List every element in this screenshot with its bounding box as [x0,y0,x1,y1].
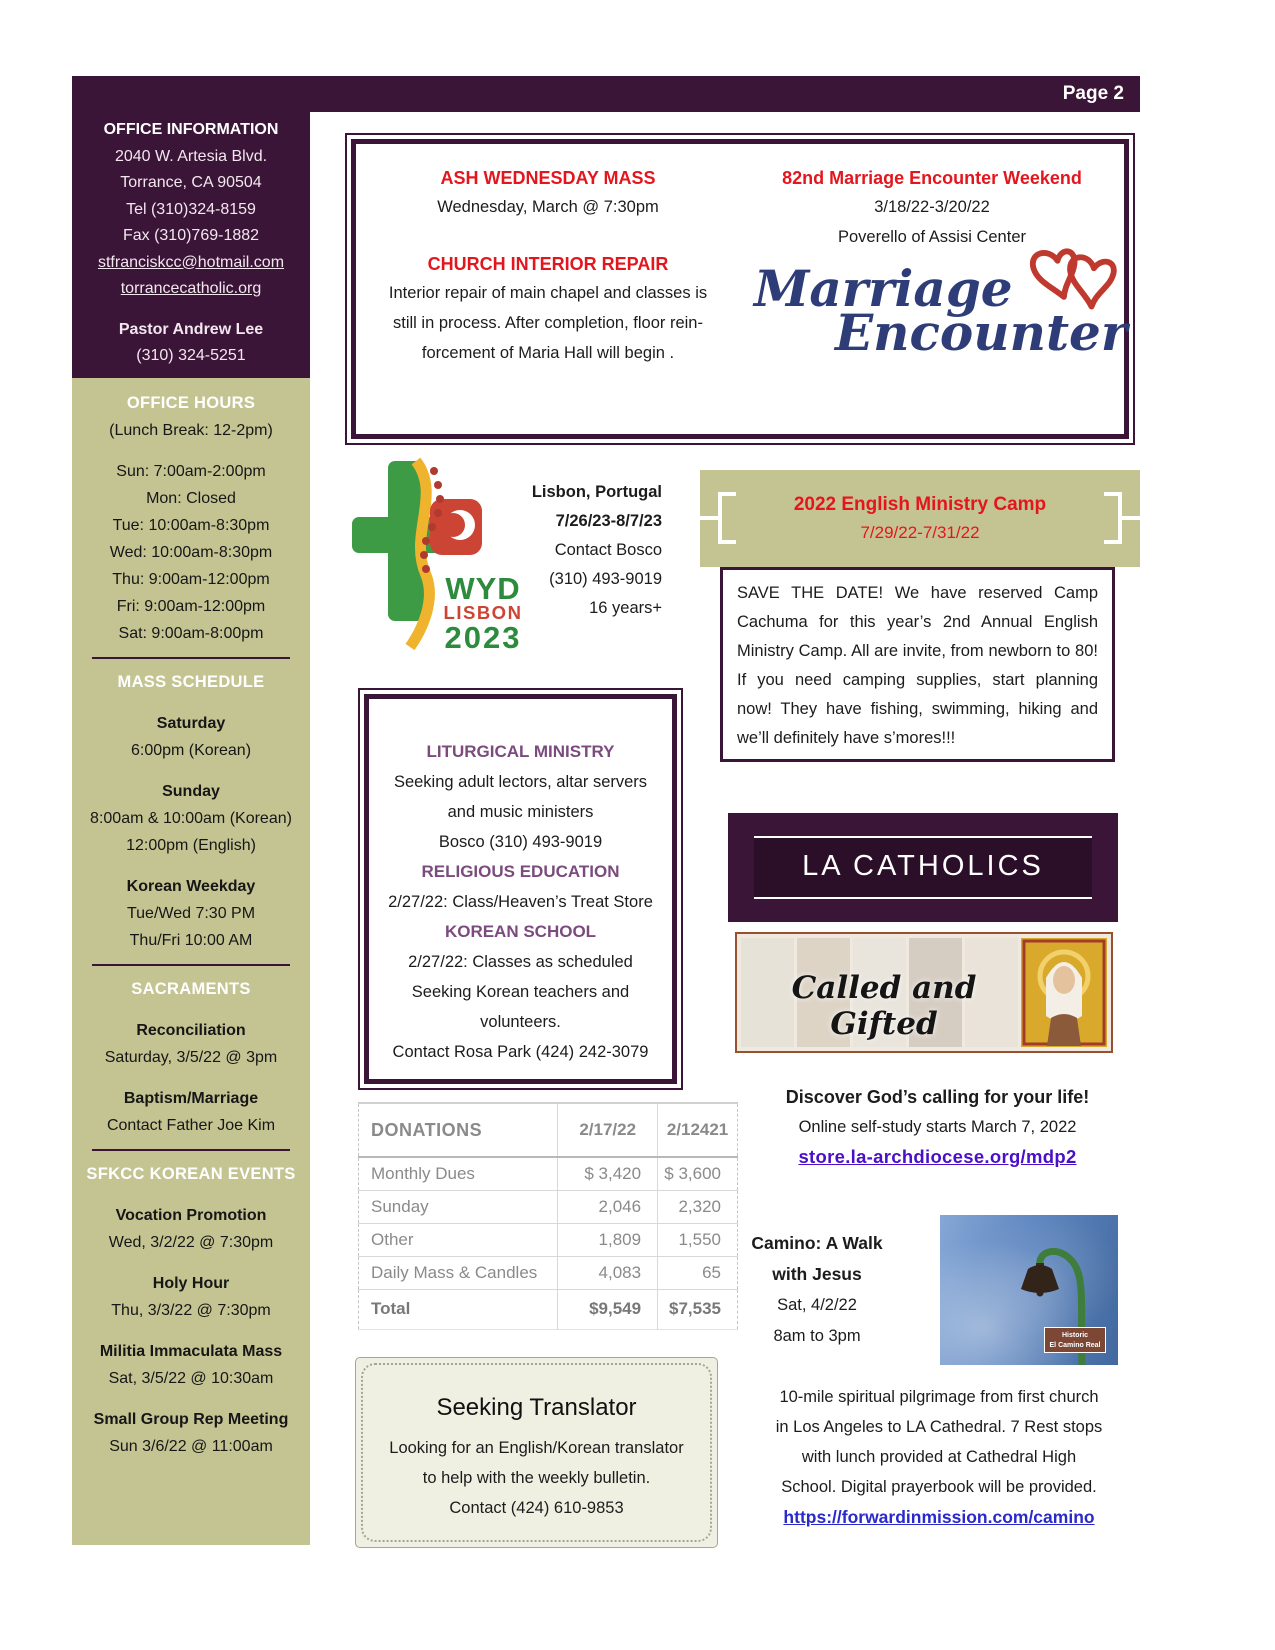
page-header-bar [72,76,1140,112]
save-the-date-text: SAVE THE DATE! We have reserved Camp Cachuma for this year’s 2nd Annual English Ministry Camp. All are invite, from newborn to 80! If you need camping supplies, start planning now! They have fishing, swimming, hiking and we’ll definitely have s’mores!!! [737,584,1098,747]
hours-fri: Fri: 9:00am-12:00pm [116,598,266,615]
table-row [359,1190,738,1223]
donations-header-col1: 2/17/22 [558,1103,658,1157]
mass-sunday-time1: 8:00am & 10:00am (Korean) [90,810,292,827]
encounter-script-text: Encounter [835,303,1128,362]
camino-link[interactable]: https://forwardinmission.com/camino [783,1507,1095,1527]
page-number: Page 2 [1062,83,1124,104]
marriage-encounter-logo [740,259,1128,362]
sign-line2: El Camino Real [1049,1342,1101,1350]
event-time: Wed, 3/2/22 @ 7:30pm [108,1234,274,1251]
announcements-left-column [356,144,740,434]
seeking-translator-box [355,1357,718,1548]
mass-saturday-time: 6:00pm (Korean) [130,742,252,759]
camino-block [742,1228,892,1352]
camino-bell-photo [940,1215,1118,1365]
sidebar-divider [92,964,290,966]
pilgrimage-line: School. Digital prayerbook will be provided. [781,1478,1097,1496]
bracket-left-icon [718,492,736,544]
translator-line: Looking for an English/Korean translator [389,1439,684,1457]
baptism-label: Baptism/Marriage [123,1090,259,1107]
wyd-contact: Contact Bosco [554,541,662,559]
bracket-right-icon [1104,492,1122,544]
office-website-link[interactable]: torrancecatholic.org [120,280,262,297]
office-hours-title: OFFICE HOURS [126,394,256,412]
ministries-contact: Contact Rosa Park (424) 242-3079 [392,1043,649,1061]
hours-thu: Thu: 9:00am-12:00pm [112,571,270,588]
korean-school-title: KOREAN SCHOOL [444,922,597,941]
table-row [359,1256,738,1289]
hours-sun: Sun: 7:00am-2:00pm [116,463,266,480]
donation-amount: $ 3,420 [558,1157,658,1190]
store-link[interactable]: store.la-archdiocese.org/mdp2 [798,1146,1077,1167]
religious-education-line: 2/27/22: Class/Heaven’s Treat Store [388,893,653,911]
donation-category: Total [359,1289,558,1329]
wyd-dates: 7/26/23-8/7/23 [555,512,662,530]
table-row [359,1223,738,1256]
saint-icon [1021,938,1107,1047]
camino-date: Sat, 4/2/22 [777,1296,857,1314]
korean-school-line: volunteers. [480,1013,561,1031]
donation-category: Daily Mass & Candles [359,1256,558,1289]
announcements-box [345,133,1135,445]
reconciliation-label: Reconciliation [136,1022,246,1039]
event-time: Sun 3/6/22 @ 11:00am [109,1438,273,1455]
religious-education-title: RELIGIOUS EDUCATION [421,862,620,881]
office-tel: Tel (310)324-8159 [126,200,256,218]
church-repair-title: CHURCH INTERIOR REPAIR [427,254,669,274]
english-camp-banner [700,470,1140,567]
translator-title: Seeking Translator [436,1394,637,1421]
english-camp-title: 2022 English Ministry Camp [793,494,1047,515]
ash-wednesday-time: Wednesday, March @ 7:30pm [437,198,659,216]
la-catholics-banner [728,813,1118,922]
sidebar [72,378,310,1545]
hours-sat: Sat: 9:00am-8:00pm [118,625,264,642]
wyd-phone: (310) 493-9019 [549,570,662,588]
save-the-date-box [720,567,1115,762]
bracket-left-stem [700,516,718,520]
announcements-right-column [740,144,1128,434]
hours-mon: Mon: Closed [146,490,236,507]
hours-wed: Wed: 10:00am-8:30pm [109,544,273,561]
donation-amount: 4,083 [558,1256,658,1289]
office-address-line2: Torrance, CA 90504 [120,174,262,191]
event-time: Thu, 3/3/22 @ 7:30pm [111,1302,271,1319]
office-info-panel [72,112,310,378]
korean-school-line: 2/27/22: Classes as scheduled [408,953,633,971]
ministries-box [358,688,683,1090]
sacraments-title: SACRAMENTS [131,980,251,998]
church-repair-line: forcement of Maria Hall will begin . [421,344,675,362]
donation-category: Sunday [359,1190,558,1223]
called-and-gifted-image [735,932,1113,1053]
reconciliation-time: Saturday, 3/5/22 @ 3pm [104,1049,278,1066]
event-label: Small Group Rep Meeting [93,1411,289,1428]
event-label: Holy Hour [152,1275,230,1292]
donation-amount: $ 3,600 [658,1157,738,1190]
donation-amount: $9,549 [558,1289,658,1329]
mass-sunday-label: Sunday [162,783,220,800]
office-address-line1: 2040 W. Artesia Blvd. [114,147,268,165]
office-email-link[interactable]: stfranciskcc@hotmail.com [97,253,285,271]
pilgrimage-line: with lunch provided at Cathedral High [801,1448,1077,1466]
bracket-right-stem [1122,516,1140,520]
donations-header-label: DONATIONS [359,1103,558,1157]
church-repair-line: still in process. After completion, floor rein- [393,314,703,332]
wyd-text: WYD [445,570,521,606]
wyd-info-block [478,478,662,623]
mass-weekday-label: Korean Weekday [126,878,256,895]
donations-table [358,1102,738,1330]
liturgical-line: Seeking adult lectors, altar servers [393,773,648,791]
pastor-name: Pastor Andrew Lee [118,320,264,338]
wyd-year-text: 2023 [444,620,522,655]
office-info-title: OFFICE INFORMATION [103,121,279,138]
translator-contact: Contact (424) 610-9853 [449,1499,624,1517]
lunch-break: (Lunch Break: 12-2pm) [109,422,273,439]
called-and-gifted-script: Called and Gifted [791,970,977,1042]
pilgrimage-line: 10-mile spiritual pilgrimage from first church [779,1388,1099,1406]
marriage-script-text: Marriage [754,259,1013,318]
marriage-encounter-dates: 3/18/22-3/20/22 [874,198,990,216]
mass-saturday-label: Saturday [156,715,226,732]
donation-amount: 1,809 [558,1223,658,1256]
camino-time: 8am to 3pm [773,1327,861,1345]
table-row-total [359,1289,738,1329]
mass-weekday-time1: Tue/Wed 7:30 PM [126,905,256,922]
pastor-phone: (310) 324-5251 [136,347,246,364]
donation-amount: 2,046 [558,1190,658,1223]
la-catholics-title: LA CATHOLICS [754,836,1092,899]
el-camino-sign [1044,1327,1106,1353]
translator-line: to help with the weekly bulletin. [422,1469,651,1487]
ash-wednesday-title: ASH WEDNESDAY MASS [440,168,656,188]
sidebar-divider [92,657,290,659]
table-row [359,1157,738,1190]
korean-events-title: SFKCC KOREAN EVENTS [86,1165,296,1183]
marriage-encounter-location: Poverello of Assisi Center [837,228,1026,246]
donation-amount: 2,320 [658,1190,738,1223]
marriage-encounter-title: 82nd Marriage Encounter Weekend [782,168,1082,188]
hours-tue: Tue: 10:00am-8:30pm [112,517,270,534]
donation-amount: 65 [658,1256,738,1289]
church-repair-line: Interior repair of main chapel and classes is [388,284,708,302]
sidebar-divider [92,1149,290,1151]
donation-amount: 1,550 [658,1223,738,1256]
discover-subline: Online self-study starts March 7, 2022 [798,1118,1077,1136]
event-label: Militia Immaculata Mass [99,1343,283,1360]
camino-title-line1: Camino: A Walk [751,1233,883,1253]
discover-block [740,1082,1135,1174]
discover-headline: Discover God’s calling for your life! [785,1087,1090,1107]
pilgrimage-line: in Los Angeles to LA Cathedral. 7 Rest stops [775,1418,1103,1436]
liturgical-ministry-title: LITURGICAL MINISTRY [426,742,615,761]
baptism-contact: Contact Father Joe Kim [106,1117,276,1134]
liturgical-line: and music ministers [447,803,594,821]
wyd-age: 16 years+ [589,599,662,617]
liturgical-contact: Bosco (310) 493-9019 [438,833,603,851]
event-time: Sat, 3/5/22 @ 10:30am [108,1370,274,1387]
mass-weekday-time2: Thu/Fri 10:00 AM [129,932,253,949]
office-fax: Fax (310)769-1882 [122,227,260,244]
pilgrimage-block [738,1382,1140,1533]
wyd-lisbon-text: LISBON [443,601,523,623]
mass-schedule-title: MASS SCHEDULE [117,673,265,691]
double-hearts-icon [1026,238,1126,328]
donation-category: Other [359,1223,558,1256]
wyd-location: Lisbon, Portugal [531,483,662,501]
camino-title-line2: with Jesus [772,1264,862,1284]
event-label: Vocation Promotion [115,1207,267,1224]
sign-line1: Historic [1061,1332,1089,1339]
donations-header-col2: 2/12421 [658,1103,738,1157]
korean-school-line: Seeking Korean teachers and [411,983,630,1001]
mass-sunday-time2: 12:00pm (English) [126,837,256,854]
donation-amount: $7,535 [658,1289,738,1329]
donation-category: Monthly Dues [359,1157,558,1190]
english-camp-dates: 7/29/22-7/31/22 [860,523,980,542]
